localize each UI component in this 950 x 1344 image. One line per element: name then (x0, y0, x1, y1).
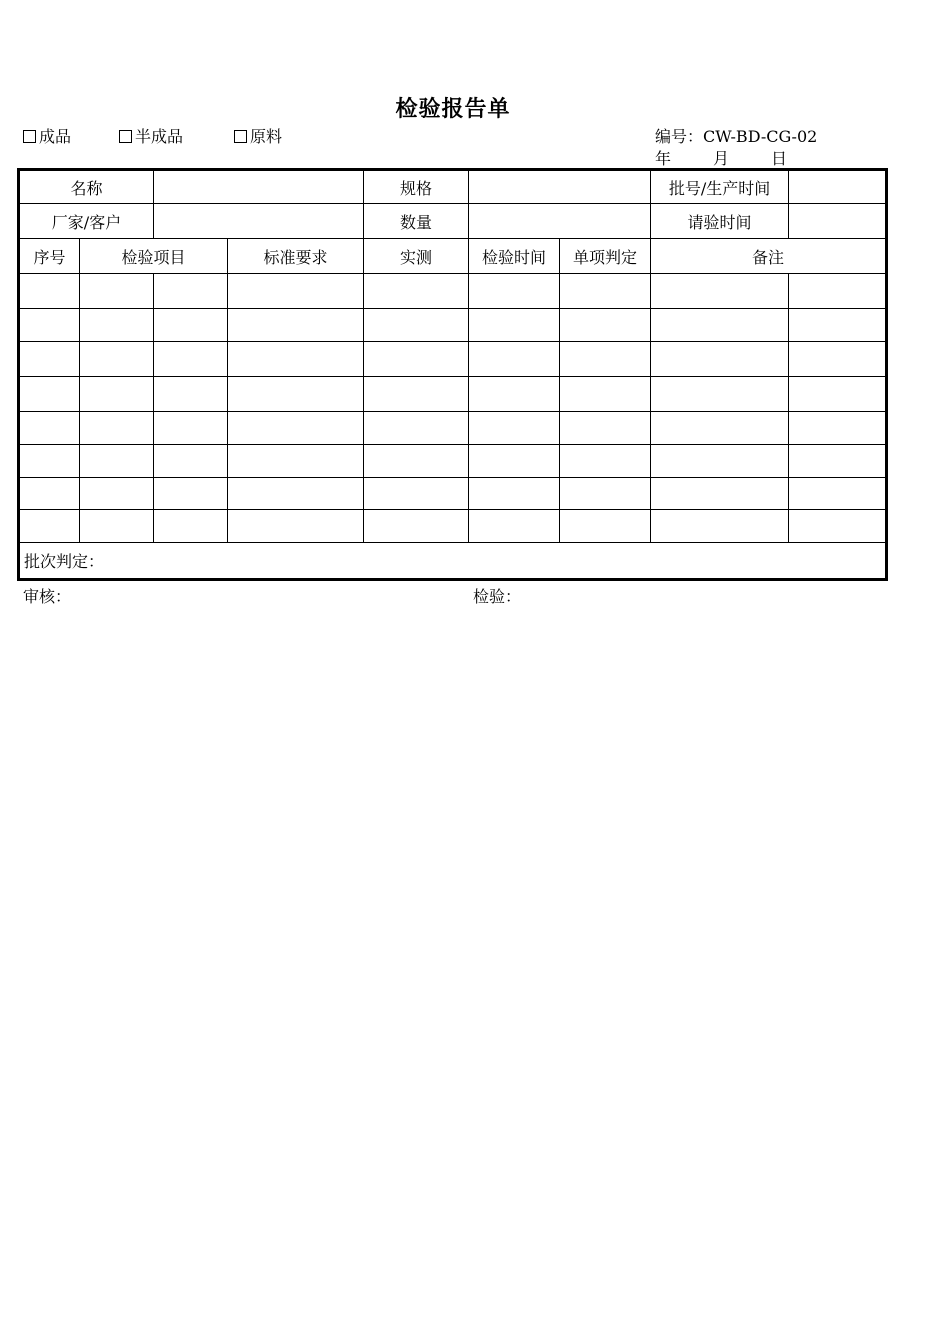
table-cell[interactable] (364, 377, 469, 412)
table-cell[interactable] (560, 478, 651, 510)
table-row (19, 510, 887, 543)
day-label: 日 (771, 149, 788, 168)
table-cell[interactable] (154, 478, 228, 510)
table-row (19, 342, 887, 377)
table-cell[interactable] (364, 342, 469, 377)
table-cell[interactable] (560, 412, 651, 445)
table-cell[interactable] (560, 377, 651, 412)
table-cell[interactable] (469, 274, 560, 309)
table-cell[interactable] (651, 478, 789, 510)
table-cell[interactable] (228, 412, 364, 445)
table-cell[interactable] (228, 274, 364, 309)
table-cell[interactable] (789, 274, 887, 309)
table-cell[interactable] (651, 309, 789, 342)
table-cell[interactable] (228, 342, 364, 377)
column-header: 检验时间 (469, 239, 560, 274)
table-cell[interactable] (364, 445, 469, 478)
table-row (19, 377, 887, 412)
table-cell[interactable] (364, 510, 469, 543)
page-title: 检验报告单 (395, 97, 511, 122)
table-cell[interactable] (19, 377, 80, 412)
year-label: 年 (655, 149, 672, 168)
info-label: 请验时间 (651, 204, 789, 239)
table-cell[interactable] (154, 412, 228, 445)
table-cell[interactable] (651, 274, 789, 309)
column-header: 备注 (651, 239, 887, 274)
batch-value-cell[interactable] (789, 170, 887, 204)
option-raw-material[interactable] (234, 124, 282, 147)
batch-judgement-row (19, 543, 887, 580)
column-header: 单项判定 (560, 239, 651, 274)
table-cell[interactable] (789, 342, 887, 377)
column-header-row (19, 239, 887, 274)
table-cell[interactable] (154, 377, 228, 412)
table-cell[interactable] (469, 377, 560, 412)
table-cell[interactable] (80, 274, 154, 309)
spec-value-cell[interactable] (469, 170, 651, 204)
table-cell[interactable] (154, 445, 228, 478)
table-cell[interactable] (19, 412, 80, 445)
table-cell[interactable] (228, 309, 364, 342)
quantity-value-cell[interactable] (469, 204, 651, 239)
vendor-value-cell[interactable] (154, 204, 364, 239)
option-finished-product[interactable] (23, 124, 71, 147)
table-cell[interactable] (228, 377, 364, 412)
table-row (19, 445, 887, 478)
table-cell[interactable] (469, 342, 560, 377)
info-label: 批号/生产时间 (651, 170, 789, 204)
table-cell[interactable] (469, 510, 560, 543)
checkbox-icon[interactable] (23, 130, 36, 143)
table-cell[interactable] (80, 309, 154, 342)
table-cell[interactable] (560, 274, 651, 309)
option-label: 半成品 (135, 127, 184, 146)
table-cell[interactable] (19, 274, 80, 309)
table-cell[interactable] (560, 342, 651, 377)
inspect-label: 检验： (473, 587, 522, 606)
table-cell[interactable] (19, 445, 80, 478)
table-cell[interactable] (469, 412, 560, 445)
column-header: 序号 (19, 239, 80, 274)
table-cell[interactable] (80, 377, 154, 412)
request-time-value-cell[interactable] (789, 204, 887, 239)
table-cell[interactable] (228, 510, 364, 543)
table-cell[interactable] (364, 412, 469, 445)
date-line (655, 146, 795, 169)
table-row (19, 309, 887, 342)
info-label: 名称 (19, 170, 154, 204)
table-cell[interactable] (364, 478, 469, 510)
table-cell[interactable] (469, 445, 560, 478)
table-cell[interactable] (789, 309, 887, 342)
table-cell[interactable] (228, 445, 364, 478)
table-cell[interactable] (154, 309, 228, 342)
table-cell[interactable] (651, 445, 789, 478)
table-cell[interactable] (651, 342, 789, 377)
column-header: 实测 (364, 239, 469, 274)
table-cell[interactable] (154, 342, 228, 377)
table-cell[interactable] (789, 510, 887, 543)
info-label: 数量 (364, 204, 469, 239)
month-label: 月 (713, 149, 730, 168)
table-cell[interactable] (469, 478, 560, 510)
batch-judgement-label[interactable]: 批次判定： (19, 543, 887, 580)
table-cell[interactable] (154, 510, 228, 543)
info-row (19, 170, 887, 204)
table-cell[interactable] (80, 478, 154, 510)
table-cell[interactable] (80, 445, 154, 478)
table-cell[interactable] (228, 478, 364, 510)
table-cell[interactable] (789, 445, 887, 478)
review-label: 审核： (23, 587, 72, 606)
column-header: 检验项目 (80, 239, 228, 274)
table-cell[interactable] (651, 412, 789, 445)
table-cell[interactable] (19, 309, 80, 342)
table-cell[interactable] (19, 478, 80, 510)
table-row (19, 274, 887, 309)
table-cell[interactable] (560, 309, 651, 342)
table-cell[interactable] (80, 412, 154, 445)
table-cell[interactable] (651, 510, 789, 543)
checkbox-icon[interactable] (234, 130, 247, 143)
checkbox-icon[interactable] (119, 130, 132, 143)
info-label: 厂家/客户 (19, 204, 154, 239)
table-cell[interactable] (19, 510, 80, 543)
info-row (19, 204, 887, 239)
table-cell[interactable] (789, 377, 887, 412)
table-cell[interactable] (651, 377, 789, 412)
table-cell[interactable] (364, 309, 469, 342)
option-label: 成品 (39, 127, 72, 146)
doc-number: 编号：CW-BD-CG-02 (655, 127, 818, 146)
table-cell[interactable] (154, 274, 228, 309)
table-row (19, 412, 887, 445)
table-row (19, 478, 887, 510)
name-value-cell[interactable] (154, 170, 364, 204)
table-cell[interactable] (19, 342, 80, 377)
info-label: 规格 (364, 170, 469, 204)
table-cell[interactable] (560, 445, 651, 478)
table-cell[interactable] (80, 510, 154, 543)
table-cell[interactable] (364, 274, 469, 309)
table-cell[interactable] (560, 510, 651, 543)
table-cell[interactable] (469, 309, 560, 342)
inspection-table (17, 168, 888, 581)
option-label: 原料 (250, 127, 283, 146)
table-cell[interactable] (789, 478, 887, 510)
table-cell[interactable] (789, 412, 887, 445)
option-semi-finished[interactable] (119, 124, 183, 147)
column-header: 标准要求 (228, 239, 364, 274)
table-cell[interactable] (80, 342, 154, 377)
